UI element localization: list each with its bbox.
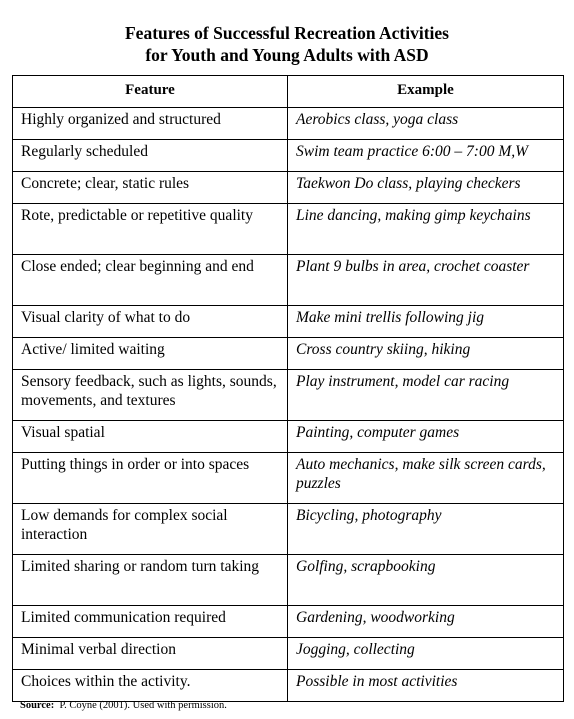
table-row: [13, 108, 564, 140]
table-row: [13, 306, 564, 338]
table-row: [13, 453, 564, 504]
feature-cell: Visual clarity of what to do: [13, 306, 288, 338]
table-row: [13, 670, 564, 702]
table-row: [13, 204, 564, 255]
feature-cell: Rote, predictable or repetitive quality: [13, 204, 288, 255]
feature-cell: Concrete; clear, static rules: [13, 172, 288, 204]
table-row: [13, 504, 564, 555]
table-row: [13, 421, 564, 453]
table-row: [13, 555, 564, 606]
example-cell: Plant 9 bulbs in area, crochet coaster: [288, 255, 564, 306]
example-cell: Line dancing, making gimp keychains: [288, 204, 564, 255]
example-cell: Gardening, woodworking: [288, 606, 564, 638]
document-title: [0, 22, 574, 66]
example-cell: Jogging, collecting: [288, 638, 564, 670]
example-cell: Cross country skiing, hiking: [288, 338, 564, 370]
feature-cell: Limited sharing or random turn taking: [13, 555, 288, 606]
source-label: Source:: [20, 700, 55, 711]
feature-cell: Low demands for complex social interaction: [13, 504, 288, 555]
example-cell: Painting, computer games: [288, 421, 564, 453]
example-cell: Golfing, scrapbooking: [288, 555, 564, 606]
feature-cell: Putting things in order or into spaces: [13, 453, 288, 504]
example-cell: Aerobics class, yoga class: [288, 108, 564, 140]
feature-cell: Close ended; clear beginning and end: [13, 255, 288, 306]
table-row: [13, 140, 564, 172]
example-cell: Auto mechanics, make silk screen cards, puzzles: [288, 453, 564, 504]
title-line-1: Features of Successful Recreation Activities: [124, 23, 449, 43]
header-feature: Feature: [13, 76, 288, 108]
example-cell: Bicycling, photography: [288, 504, 564, 555]
table-row: [13, 638, 564, 670]
example-cell: Make mini trellis following jig: [288, 306, 564, 338]
table-row: [13, 255, 564, 306]
feature-cell: Limited communication required: [13, 606, 288, 638]
table-header-row: [13, 76, 564, 108]
example-cell: Possible in most activities: [288, 670, 564, 702]
title-line-2: for Youth and Young Adults with ASD: [145, 45, 429, 65]
example-cell: Swim team practice 6:00 – 7:00 M,W: [288, 140, 564, 172]
table-row: [13, 338, 564, 370]
table-row: [13, 606, 564, 638]
example-cell: Play instrument, model car racing: [288, 370, 564, 421]
feature-cell: Sensory feedback, such as lights, sounds, movements, and textures: [13, 370, 288, 421]
feature-cell: Active/ limited waiting: [13, 338, 288, 370]
source-text: P. Coyne (2001). Used with permission.: [59, 700, 227, 711]
header-example: Example: [288, 76, 564, 108]
table-row: [13, 370, 564, 421]
source-note: [20, 699, 227, 712]
example-cell: Taekwon Do class, playing checkers: [288, 172, 564, 204]
feature-cell: Highly organized and structured: [13, 108, 288, 140]
feature-cell: Visual spatial: [13, 421, 288, 453]
feature-cell: Regularly scheduled: [13, 140, 288, 172]
feature-cell: Choices within the activity.: [13, 670, 288, 702]
features-table: [12, 75, 564, 702]
feature-cell: Minimal verbal direction: [13, 638, 288, 670]
table-row: [13, 172, 564, 204]
